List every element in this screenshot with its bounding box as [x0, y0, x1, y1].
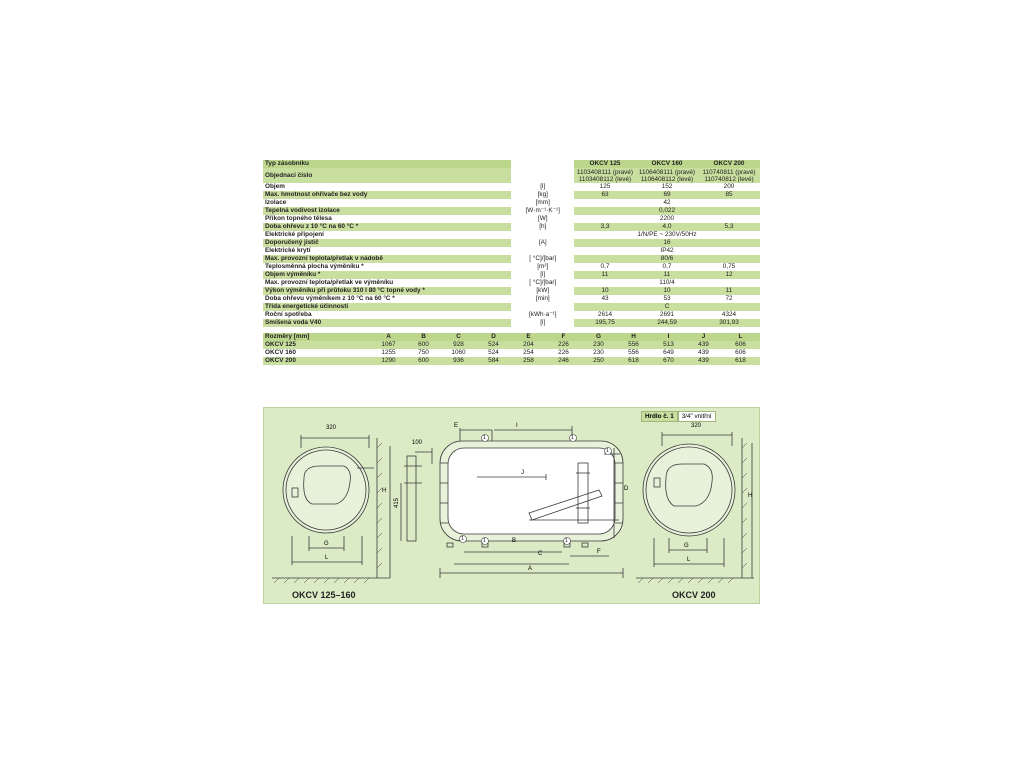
dim-letter-g-right: G: [684, 543, 689, 549]
spec-row: [263, 255, 760, 263]
spec-sheet: [263, 160, 760, 365]
spec-value: 301,93: [698, 319, 760, 327]
spec-label: Doba ohřevu výměníkem z 10 °C na 60 °C *: [263, 295, 511, 303]
spec-value: 42: [574, 199, 760, 207]
spec-value: 110/4: [574, 279, 760, 287]
connection-value: 3/4" vnitřní: [678, 411, 716, 422]
dimension-value: 936: [441, 357, 476, 365]
spec-unit: [W]: [511, 215, 574, 223]
caption-left: OKCV 125–160: [292, 590, 356, 600]
spec-value: 2691: [636, 311, 698, 319]
dimension-value: 226: [546, 349, 581, 357]
spec-value: 244,59: [636, 319, 698, 327]
spec-value: 0,75: [698, 263, 760, 271]
spec-unit: [ °C]/[bar]: [511, 279, 574, 287]
spec-unit: [l]: [511, 319, 574, 327]
spec-label: Objem: [263, 183, 511, 191]
spec-row: [263, 215, 760, 223]
dimension-column-header: E: [511, 333, 546, 341]
spec-value: 12: [698, 271, 760, 279]
spec-label: Výkon výměníku při průtoku 310 l 80 °C topné vody *: [263, 287, 511, 295]
spec-row: [263, 319, 760, 327]
dimension-value: 254: [511, 349, 546, 357]
spec-value: 3,3: [574, 223, 636, 231]
spec-value: 4324: [698, 311, 760, 319]
technical-drawing: [263, 407, 760, 604]
spec-value: 11: [698, 287, 760, 295]
spec-row: [263, 239, 760, 247]
spec-row: [263, 207, 760, 215]
spec-table: [263, 160, 760, 327]
spec-unit: [min]: [511, 295, 574, 303]
dimensions-header-row: [263, 333, 760, 341]
spec-value: 11: [574, 271, 636, 279]
dimension-value: 606: [721, 341, 760, 349]
spec-unit: [A]: [511, 239, 574, 247]
spec-label: Elektrické připojení: [263, 231, 511, 239]
dim-letter-d: D: [624, 486, 629, 492]
dimension-value: 1290: [371, 357, 406, 365]
spec-unit: [m²]: [511, 263, 574, 271]
dimension-column-header: C: [441, 333, 476, 341]
dim-320-right: 320: [691, 423, 702, 429]
spec-row: [263, 223, 760, 231]
marker-1: 1: [483, 435, 486, 441]
spec-value: 80/6: [574, 255, 760, 263]
spec-value: 72: [698, 295, 760, 303]
dimension-value: 584: [476, 357, 511, 365]
spec-value: 4,0: [636, 223, 698, 231]
spec-value: 85: [698, 191, 760, 199]
order-number: 1103408111 (pravé): [576, 168, 634, 176]
connection-legend: [641, 411, 716, 420]
spec-row: [263, 183, 760, 191]
dim-415: 415: [394, 497, 401, 509]
spec-row: [263, 231, 760, 239]
spec-row: [263, 191, 760, 199]
dimension-value: 649: [651, 349, 686, 357]
spec-value: 11: [636, 271, 698, 279]
spec-unit: [h]: [511, 223, 574, 231]
spec-value: 16: [574, 239, 760, 247]
spec-header-label: Typ zásobníku: [263, 160, 511, 168]
dimension-value: 226: [546, 341, 581, 349]
dimension-value: 1255: [371, 349, 406, 357]
order-number: 1106408111 (pravé): [638, 168, 696, 176]
dimension-value: 600: [406, 341, 441, 349]
spec-unit: [511, 247, 574, 255]
spec-label: Max. provozní teplota/přetlak v nádobě: [263, 255, 511, 263]
dimension-value: 230: [581, 341, 616, 349]
spec-label: Max. hmotnost ohřívače bez vody: [263, 191, 511, 199]
spec-value: 2200: [574, 215, 760, 223]
spec-unit: [511, 231, 574, 239]
spec-unit: [kg]: [511, 191, 574, 199]
spec-header-row: [263, 160, 760, 168]
spec-label: Třída energetické účinnosti: [263, 303, 511, 311]
dimension-value: 246: [546, 357, 581, 365]
dimension-value: 618: [721, 357, 760, 365]
dimension-column-header: G: [581, 333, 616, 341]
spec-value: C: [574, 303, 760, 311]
dimension-value: 439: [686, 341, 721, 349]
spec-value: 195,75: [574, 319, 636, 327]
dim-letter-l-right: L: [687, 557, 691, 563]
marker-1: 1: [606, 448, 609, 454]
spec-value: 0,022: [574, 207, 760, 215]
order-number: 110740811 (pravé): [702, 168, 756, 176]
marker-1: 1: [461, 536, 464, 542]
spec-label: Doba ohřevu z 10 °C na 60 °C *: [263, 223, 511, 231]
dimension-value: 204: [511, 341, 546, 349]
dim-letter-h: H: [382, 488, 387, 494]
model-header: OKCV 125: [574, 160, 636, 168]
spec-value: 63: [574, 191, 636, 199]
spec-value: 5,3: [698, 223, 760, 231]
dim-320-left: 320: [326, 425, 337, 431]
marker-1: 1: [483, 538, 486, 544]
marker-1: 1: [565, 538, 568, 544]
spec-label: Teplosměnná plocha výměníku *: [263, 263, 511, 271]
caption-right: OKCV 200: [672, 590, 716, 600]
dimension-value: 258: [511, 357, 546, 365]
spec-row: [263, 287, 760, 295]
drawing-lines: [264, 408, 761, 605]
order-number: 1106408112 (levé): [640, 175, 694, 183]
spec-row: [263, 311, 760, 319]
dimensions-table: [263, 333, 760, 365]
dimension-value: 230: [581, 349, 616, 357]
connection-label: Hrdlo č. 1: [641, 411, 678, 422]
spec-value: IP42: [574, 247, 760, 255]
spec-value: 0,7: [574, 263, 636, 271]
dimension-value: 1060: [441, 349, 476, 357]
dimension-row: [263, 341, 760, 349]
dimension-column-header: D: [476, 333, 511, 341]
spec-unit: [ °C]/[bar]: [511, 255, 574, 263]
dimension-value: 1067: [371, 341, 406, 349]
dimension-column-header: B: [406, 333, 441, 341]
spec-label: Objem výměníku *: [263, 271, 511, 279]
spec-value: 2614: [574, 311, 636, 319]
dimensions-header: Rozměry [mm]: [263, 333, 371, 341]
dimension-value: 556: [616, 341, 651, 349]
spec-unit: [kW]: [511, 287, 574, 295]
spec-value: 0,7: [636, 263, 698, 271]
dimension-value: 439: [686, 349, 721, 357]
order-number-row: [263, 168, 760, 183]
dimension-model: OKCV 200: [263, 357, 371, 365]
dimension-value: 524: [476, 349, 511, 357]
spec-value: 10: [636, 287, 698, 295]
dim-letter-h-right: H: [748, 493, 753, 499]
dim-letter-b: B: [512, 538, 517, 544]
spec-row: [263, 199, 760, 207]
spec-row: [263, 271, 760, 279]
spec-row: [263, 279, 760, 287]
spec-label: Max. provozní teplota/přetlak ve výměníku: [263, 279, 511, 287]
spec-value: 1/N/PE ~ 230V/50Hz: [574, 231, 760, 239]
dimension-column-header: L: [721, 333, 760, 341]
dimension-value: 600: [406, 357, 441, 365]
model-header: OKCV 160: [636, 160, 698, 168]
dimension-value: 606: [721, 349, 760, 357]
dimension-value: 670: [651, 357, 686, 365]
spec-value: 53: [636, 295, 698, 303]
dimension-value: 513: [651, 341, 686, 349]
dim-letter-j: J: [521, 470, 524, 476]
spec-value: 69: [636, 191, 698, 199]
dimension-value: 439: [686, 357, 721, 365]
spec-value: 200: [698, 183, 760, 191]
spec-label: Roční spotřeba: [263, 311, 511, 319]
dimension-value: 250: [581, 357, 616, 365]
order-number: 1103408112 (levé): [578, 175, 632, 183]
dimension-column-header: A: [371, 333, 406, 341]
dim-letter-i: I: [516, 423, 518, 429]
dim-letter-c: C: [538, 551, 543, 557]
dimension-row: [263, 349, 760, 357]
marker-1: 1: [571, 435, 574, 441]
dimension-value: 618: [616, 357, 651, 365]
spec-value: 10: [574, 287, 636, 295]
dim-letter-e: E: [454, 423, 459, 429]
spec-label: Izolace: [263, 199, 511, 207]
dimension-column-header: I: [651, 333, 686, 341]
spec-unit: [mm]: [511, 199, 574, 207]
dim-letter-a: A: [528, 566, 533, 572]
dim-letter-f: F: [597, 549, 601, 555]
spec-unit: [kWh·a⁻¹]: [511, 311, 574, 319]
spec-unit: [511, 303, 574, 311]
dim-100: 100: [412, 440, 423, 446]
dim-letter-g: G: [324, 541, 329, 547]
dimension-value: 524: [476, 341, 511, 349]
order-number: 110740812 (levé): [704, 175, 754, 183]
spec-label: Tepelná vodivost izolace: [263, 207, 511, 215]
spec-value: 125: [574, 183, 636, 191]
spec-value: 43: [574, 295, 636, 303]
dimension-value: 750: [406, 349, 441, 357]
dimension-model: OKCV 125: [263, 341, 371, 349]
spec-unit: [l]: [511, 271, 574, 279]
dimension-value: 928: [441, 341, 476, 349]
order-number-label: Objednací číslo: [263, 168, 511, 183]
dimension-column-header: F: [546, 333, 581, 341]
spec-unit: [W·m⁻¹·K⁻¹]: [511, 207, 574, 215]
model-header: OKCV 200: [698, 160, 760, 168]
spec-row: [263, 295, 760, 303]
spec-label: Elektrické krytí: [263, 247, 511, 255]
dimension-column-header: H: [616, 333, 651, 341]
spec-value: 152: [636, 183, 698, 191]
spec-unit: [l]: [511, 183, 574, 191]
spec-label: Smíšená voda V40: [263, 319, 511, 327]
dimension-row: [263, 357, 760, 365]
spec-row: [263, 247, 760, 255]
dimension-value: 556: [616, 349, 651, 357]
dim-letter-l: L: [325, 555, 329, 561]
spec-label: Doporučený jistič: [263, 239, 511, 247]
spec-row: [263, 303, 760, 311]
spec-label: Příkon topného tělesa: [263, 215, 511, 223]
dimension-column-header: J: [686, 333, 721, 341]
spec-row: [263, 263, 760, 271]
dimension-model: OKCV 160: [263, 349, 371, 357]
